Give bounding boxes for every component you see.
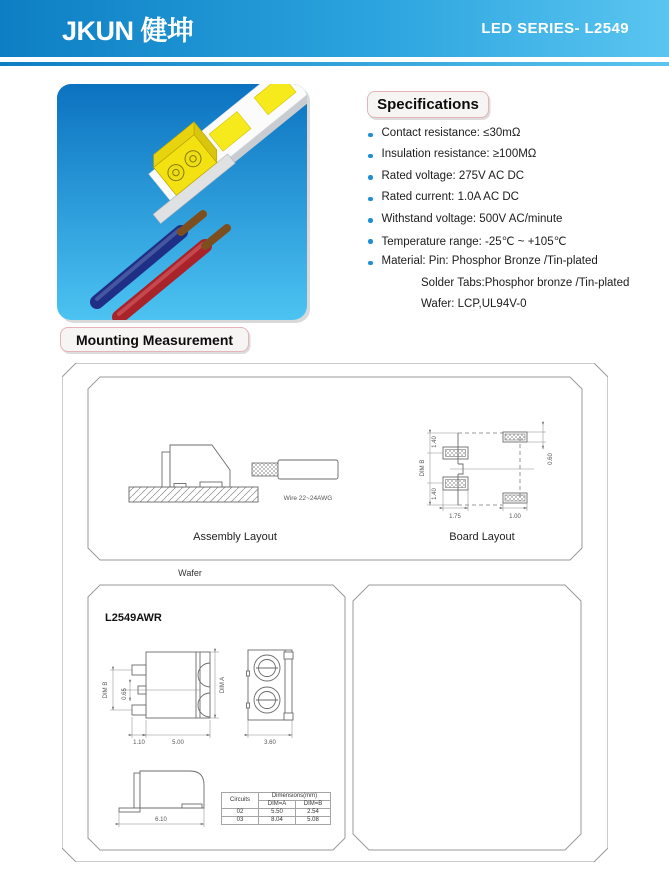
dim-label: DIM B: [103, 681, 109, 699]
bullet-dot-icon: [368, 261, 373, 266]
bullet-dot-icon: [368, 239, 373, 244]
product-illustration: [57, 84, 307, 320]
dimensions-table: [221, 792, 331, 825]
spec-item: Rated current: 1.0A AC DC: [368, 191, 664, 212]
pcb-cross-section: [129, 487, 258, 502]
header-divider-line: [0, 62, 669, 66]
table-row: 03 8.04 5.08: [222, 817, 331, 825]
table-header-dimensions: Dimensions(mm): [259, 793, 331, 801]
part-number: L2549AWR: [105, 612, 162, 624]
mounting-measurement-label: Mounting Measurement: [60, 327, 249, 352]
specifications-list: [368, 127, 664, 320]
dim-label: 5.00: [172, 740, 184, 746]
wafer-section-label: Wafer: [178, 568, 202, 578]
bullet-dot-icon: [368, 154, 373, 159]
bullet-dot-icon: [368, 175, 373, 180]
spec-item: Wafer: LCP,UL94V-0: [421, 298, 527, 311]
wire-stripped-end: [252, 463, 278, 476]
dim-label: 1.10: [133, 740, 145, 746]
connector-clip: [162, 452, 170, 487]
spec-item: Material: Pin: Phosphor Bronze /Tin-plated: [368, 255, 664, 276]
dim-label: 1.40: [432, 488, 438, 500]
product-image: [57, 84, 307, 320]
table-row: 02 5.50 2.54: [222, 809, 331, 817]
empty-panel: [353, 585, 581, 850]
pin: [132, 665, 146, 675]
series-title: LED SERIES- L2549: [481, 20, 629, 37]
spec-item: Withstand voltage: 500V AC/minute: [368, 213, 664, 234]
wire-insulation: [278, 460, 338, 479]
table-header-dim-b: DIM=B: [296, 801, 331, 809]
dim-label: DIM B: [420, 459, 426, 477]
brand-logo: JKUN 健坤: [62, 16, 194, 46]
assembly-layout-caption: Assembly Layout: [193, 531, 277, 543]
board-layout-caption: Board Layout: [449, 531, 515, 543]
bullet-dot-icon: [368, 133, 373, 138]
dim-label: 3.60: [264, 740, 276, 746]
dim-label: 1.00: [509, 514, 521, 520]
specifications-label: Specifications: [367, 91, 489, 118]
dim-label: 0.60: [548, 453, 554, 465]
bullet-dot-icon: [368, 197, 373, 202]
dim-label: 0.65: [122, 688, 128, 700]
spec-item: Contact resistance: ≤30mΩ: [368, 127, 664, 148]
dim-label: 6.10: [155, 817, 167, 823]
spec-item: Rated voltage: 275V AC DC: [368, 170, 664, 191]
bullet-dot-icon: [368, 218, 373, 223]
table-header-dim-a: DIM=A: [259, 801, 296, 809]
header-bar: [0, 0, 669, 57]
dim-label: 1.40: [432, 436, 438, 448]
wire-gauge-label: Wire 22~24AWG: [283, 495, 333, 502]
table-header-circuits: Circuits: [222, 793, 259, 809]
solder-tab: [119, 808, 140, 812]
mounting-diagram: [62, 363, 608, 862]
dim-label: DIM A: [220, 676, 226, 694]
spec-item: Solder Tabs:Phosphor bronze /Tin-plated: [421, 276, 630, 289]
pin: [132, 705, 146, 715]
spec-item: Temperature range: -25℃ ~ +105℃: [368, 234, 664, 255]
spec-item: Insulation resistance: ≥100MΩ: [368, 148, 664, 169]
dim-label: 1.75: [449, 514, 461, 520]
